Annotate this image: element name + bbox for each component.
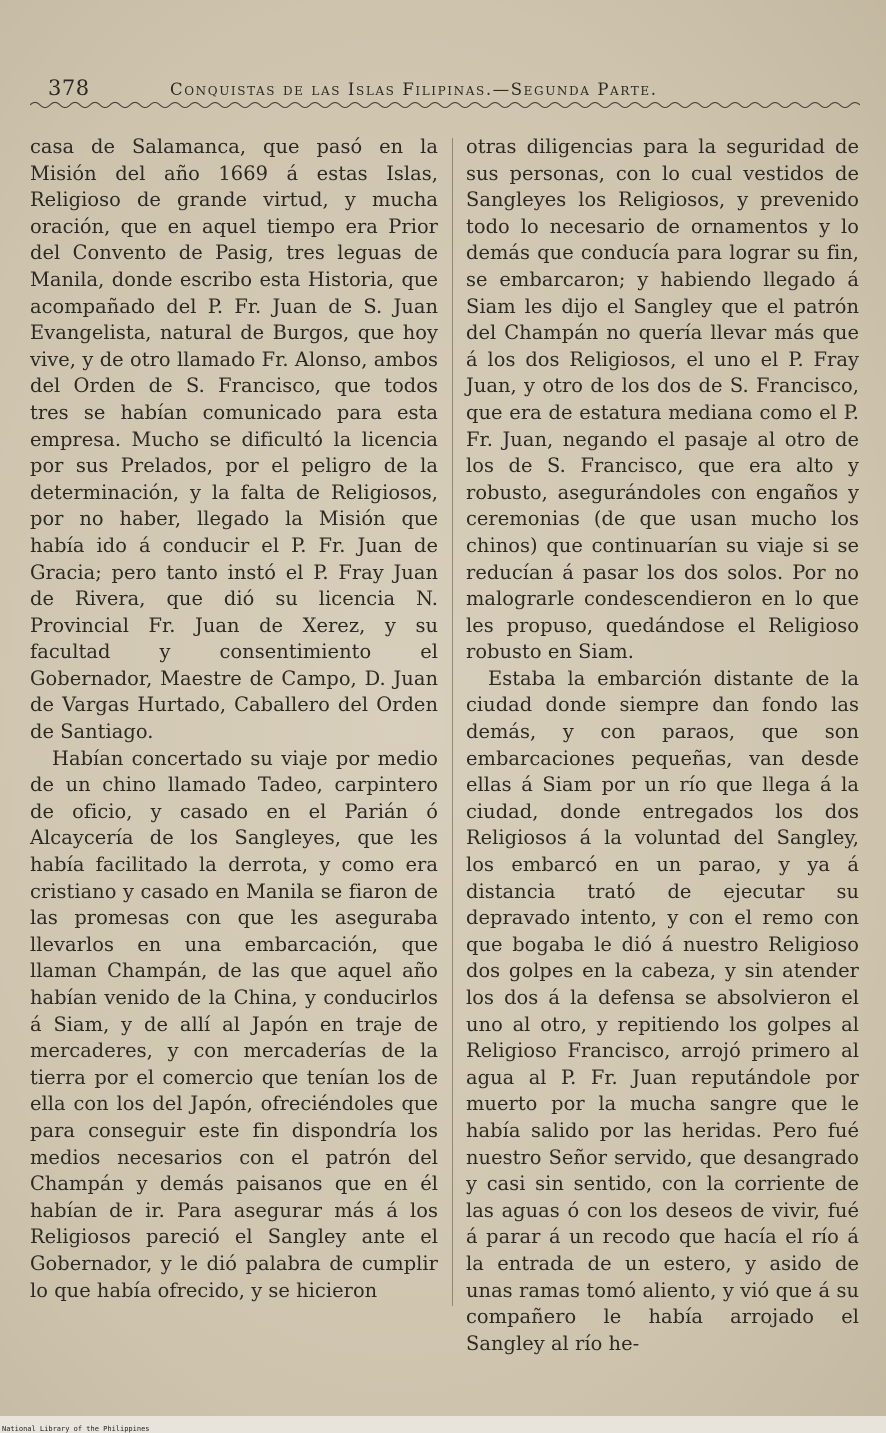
paragraph: otras diligencias para la seguridad de sus personas, con lo cual vestidos de Sangleyes los Religiosos, y prevenido todo lo necesario de ornamentos y lo demás que conducía para lograr su fin, se embarcaron; y habiendo llegado á Siam les dijo el Sangley que el patrón del Champán no quería llevar más que á los dos Religiosos, el uno el P. Fray Juan, y otro de los dos de S. Francisco, que era de estatura mediana como el P. Fr. Juan, negando el pasaje al otro de los de S. Francisco, que era alto y robusto, asegurándoles con engaños y ceremonias (de que usan mucho los chinos) que continuarían su viaje si se reducían á pasar los dos solos. Por no malograrle condescendieron en lo que les propuso, quedándose el Religioso robusto en Siam. (466, 135, 859, 664)
header-wavy-rule (30, 98, 860, 112)
paragraph: casa de Salamanca, que pasó en la Misión del año 1669 á estas Islas, Religioso de grande virtud, y mucha oración, que en aquel tiempo era Prior del Convento de Pasig, tres leguas de Manila, donde escribo esta Historia, que acompañado del P. Fr. Juan de S. Juan Evangelista, natural de Burgos, que hoy vive, y de otro llamado Fr. Alonso, ambos del Orden de S. Francisco, que todos tres se habían comunicado para esta empresa. Mucho se dificultó la licencia por sus Prelados, por el peligro de la determinación, y la falta de Religiosos, por no haber, llegado la Misión que había ido á conducir el P. Fr. Juan de Gracia; pero tanto instó el P. Fray Juan de Rivera, que dió su licencia N. Provincial Fr. Juan de Xerez, y su facultad y consentimiento el Gobernador, Maestre de Campo, D. Juan de Vargas Hurtado, Caballero del Orden de Santiago. (30, 135, 438, 744)
right-text-column (466, 134, 859, 1357)
library-credit: National Library of the Philippines (2, 1425, 150, 1433)
column-divider (452, 138, 453, 1306)
left-text-column (30, 134, 438, 1304)
paragraph: Habían concertado su viaje por medio de un chino llamado Tadeo, carpintero de oficio, y casado en el Parián ó Alcaycería de los Sangleyes, que les había facilitado la derrota, y como era cristiano y casado en Manila se fiaron de las promesas con que les aseguraba llevarlos en una embarcación, que llaman Champán, de las que aquel año habían venido de la China, y conducirlos á Siam, y de allí al Japón en traje de mercaderes, y con mercaderías de la tierra por el comercio que tenían los de ella con los del Japón, ofreciéndoles que para conseguir este fin dispondría los medios necesarios con el patrón del Champán y demás paisanos que en él habían de ir. Para asegurar más á los Religiosos pareció el Sangley ante el Gobernador, y le dió palabra de cumplir lo que había ofrecido, y se hicieron (30, 746, 438, 1302)
paragraph: Estaba la embarción distante de la ciudad donde siempre dan fondo las demás, y con paraos, que son embarcaciones pequeñas, van desde ellas á Siam por un río que llega á la ciudad, donde entregados los dos Religiosos á la voluntad del Sangley, los embarcó en un parao, y ya á distancia trató de ejecutar su depravado intento, y con el remo con que bogaba le dió á nuestro Religioso dos golpes en la cabeza, y sin atender los dos á la defensa se absolvieron el uno al otro, y repitiendo los golpes al Religioso Francisco, arrojó primero al agua al P. Fr. Juan reputándole por muerto por la mucha sangre que le había salido por las heridas. Pero fué nuestro Señor servido, que desangrado y casi sin sentido, con la corriente de las aguas ó con los deseos de vivir, fué á parar á un recodo que hacía el río á la entrada de un estero, y asido de unas ramas tomó aliento, y vió que á su compañero le había arrojado el Sangley al río he- (466, 666, 859, 1355)
page-number: 378 (48, 76, 90, 100)
running-title: Conquistas de las Islas Filipinas.—Segunda Parte. (170, 80, 658, 99)
